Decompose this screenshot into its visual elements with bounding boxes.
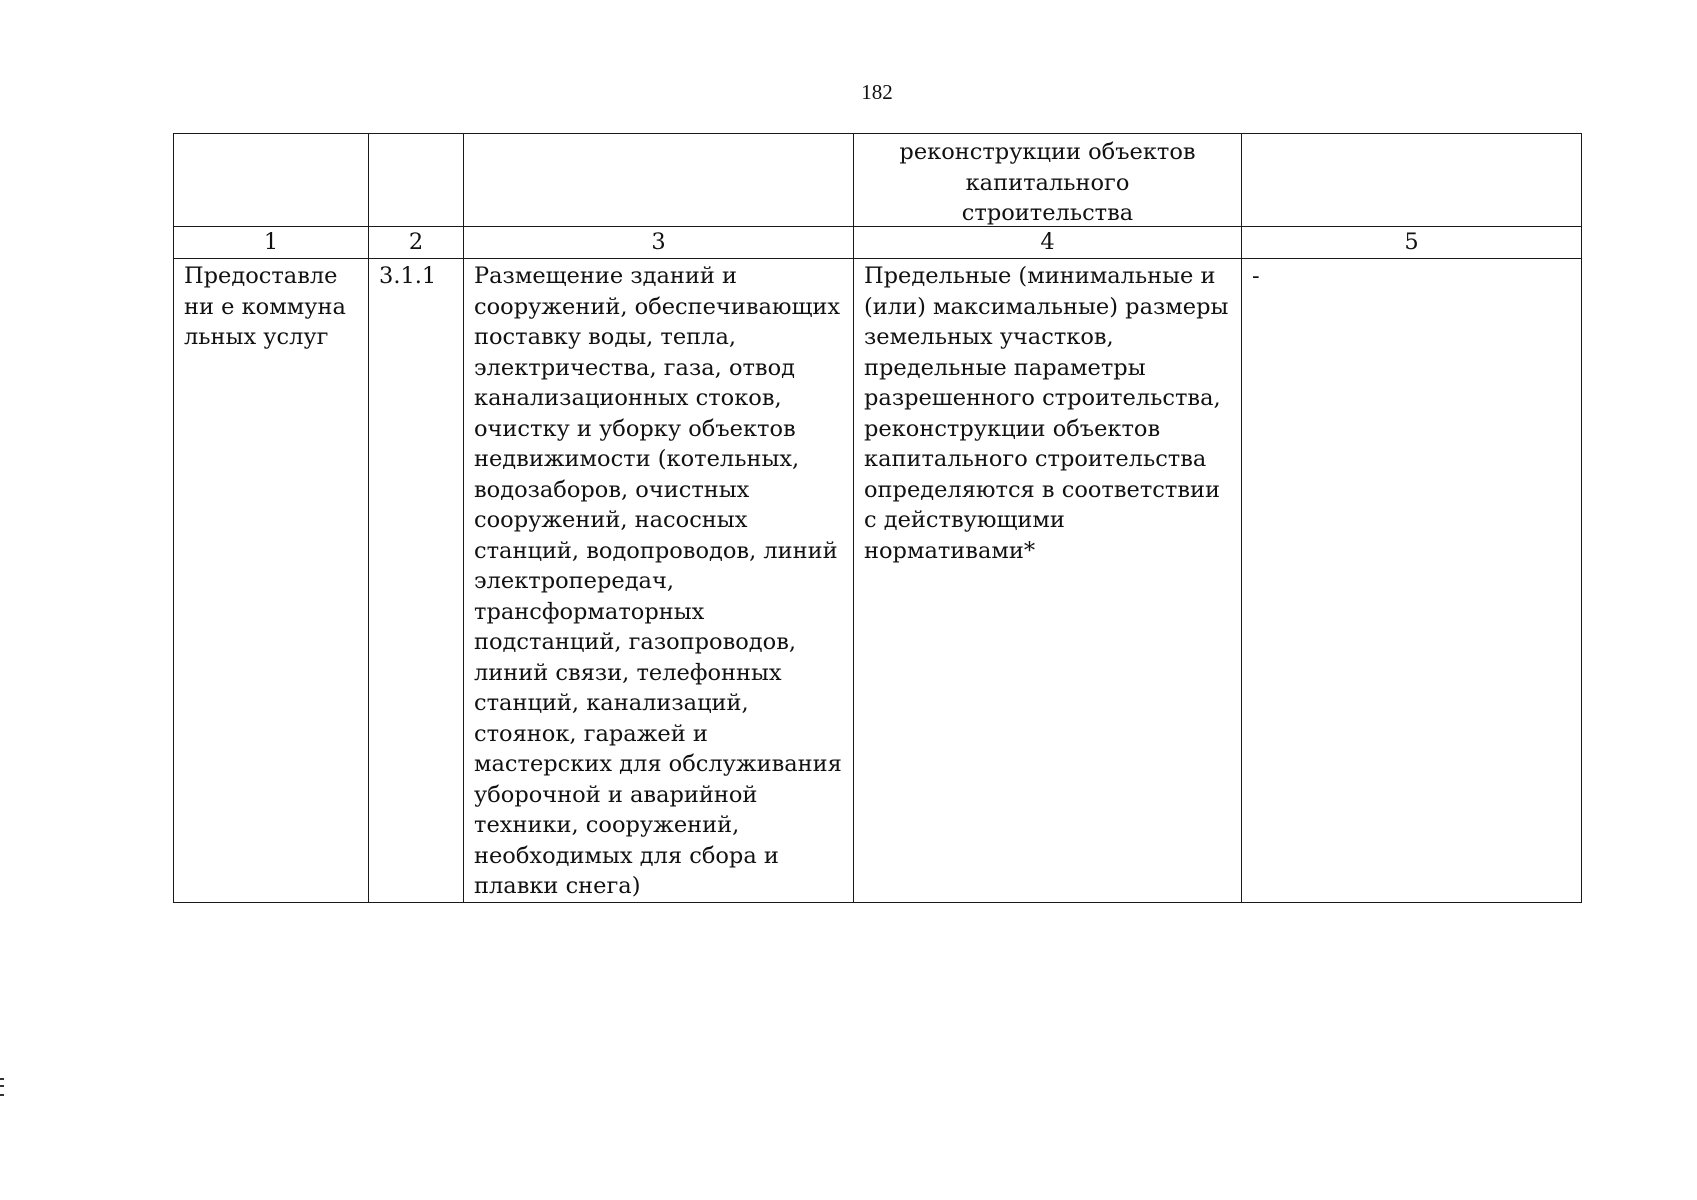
continuation-cell-4 [854, 134, 1242, 229]
column-number-3: 3 [464, 227, 854, 259]
continuation-cell-5 [1242, 134, 1582, 229]
continuation-text: реконструкции объектов капитального строительства [899, 139, 1196, 226]
parameters-text: Предельные (минимальные и (или) максимальные) размеры земельных участков, предельные параметры разрешенного строительства, реконструкции объектов капитального строительства определяются в соответствии с действующими нормативами* [864, 263, 1229, 564]
parameters-cell [854, 259, 1242, 903]
notes-cell [1242, 259, 1582, 903]
table-row [174, 259, 1582, 903]
continuation-cell-3 [464, 134, 854, 229]
column-number-2: 2 [369, 227, 464, 259]
continuation-cell-1 [174, 134, 369, 229]
page-number: 182 [861, 80, 893, 104]
column-number-5: 5 [1242, 227, 1582, 259]
main-table [173, 226, 1582, 903]
notes-text: - [1252, 263, 1260, 289]
column-number-1: 1 [174, 227, 369, 259]
continuation-cell-2 [369, 134, 464, 229]
use-description-cell [464, 259, 854, 903]
use-type-cell [174, 259, 369, 903]
use-code: 3.1.1 [379, 263, 437, 289]
table-header-row [174, 227, 1582, 259]
use-type-name: Предоставлени е коммунальных услуг [184, 263, 346, 350]
continuation-row [174, 134, 1582, 229]
use-code-cell [369, 259, 464, 903]
continuation-table [173, 133, 1582, 229]
column-number-4: 4 [854, 227, 1242, 259]
use-description: Размещение зданий и сооружений, обеспечивающих поставку воды, тепла, электричества, газа, отвод канализационных стоков, очистку и уборку объектов недвижимости (котельных, водозаборов, очистных сооружений, насосных станций, водопроводов, линий электропередач, трансформаторных подстанций, газопроводов, линий связи, телефонных станций, канализаций, стоянок, гаражей и мастерских для обслуживания уборочной и аварийной техники, сооружений, необходимых для сбора и плавки снега) [474, 263, 842, 899]
scan-edge-mark [0, 1078, 4, 1096]
